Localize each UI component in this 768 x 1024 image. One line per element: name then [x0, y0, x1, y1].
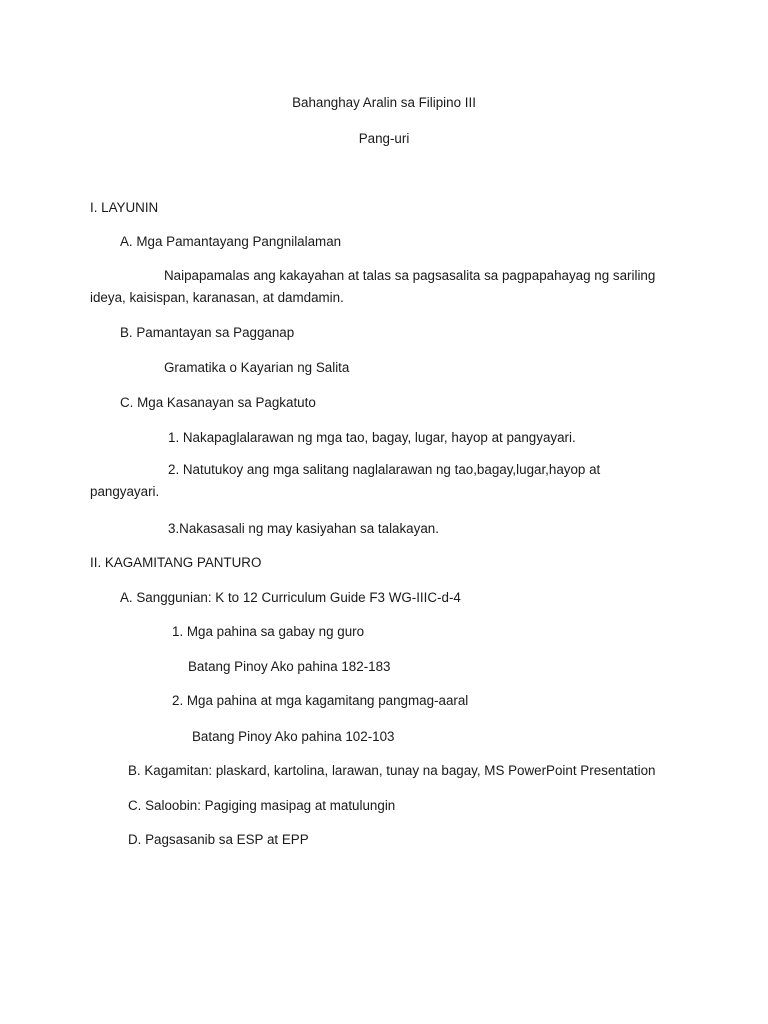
document-title: Bahanghay Aralin sa Filipino III	[292, 95, 476, 110]
section-1c-item-1: 1. Nakapaglalarawan ng mga tao, bagay, lugar, hayop at pangyayari.	[168, 430, 576, 445]
section-1b-text: Gramatika o Kayarian ng Salita	[164, 360, 350, 375]
section-2a-item-1: 1. Mga pahina sa gabay ng guro	[172, 624, 365, 639]
section-2d-text: D. Pagsasanib sa ESP at EPP	[128, 832, 309, 847]
section-2a-item-2: 2. Mga pahina at mga kagamitang pangmag-aaral	[172, 693, 469, 708]
section-1a-text	[90, 265, 670, 309]
section-1a-text-content: Naipapamalas ang kakayahan at talas sa pagsasalita sa pagpapahayag ng sariling ideya, kaisispan, karanasan, at damdamin.	[90, 268, 656, 305]
section-2a-item-2-ref: Batang Pinoy Ako pahina 102-103	[192, 729, 395, 744]
section-1b-label: B. Pamantayan sa Pagganap	[120, 325, 295, 340]
section-2a-item-1-ref: Batang Pinoy Ako pahina 182-183	[188, 659, 391, 674]
section-1c-item-2	[90, 459, 670, 503]
section-1c-item-2-content: 2. Natutukoy ang mga salitang naglalarawan ng tao,bagay,lugar,hayop at pangyayari.	[90, 462, 601, 499]
section-2b-text: B. Kagamitan: plaskard, kartolina, larawan, tunay na bagay, MS PowerPoint Presentation	[128, 763, 656, 778]
section-2-heading: II. KAGAMITANG PANTURO	[90, 555, 262, 570]
section-1c-label: C. Mga Kasanayan sa Pagkatuto	[120, 395, 316, 410]
section-1-heading: I. LAYUNIN	[90, 200, 159, 215]
section-2c-text: C. Saloobin: Pagiging masipag at matulungin	[128, 798, 396, 813]
section-1c-item-3: 3.Nakasasali ng may kasiyahan sa talakayan.	[168, 521, 439, 536]
section-2a-label: A. Sanggunian: K to 12 Curriculum Guide F3 WG-IIIC-d-4	[120, 590, 461, 605]
section-1a-label: A. Mga Pamantayang Pangnilalaman	[120, 234, 342, 249]
document-subtitle: Pang-uri	[358, 131, 410, 146]
